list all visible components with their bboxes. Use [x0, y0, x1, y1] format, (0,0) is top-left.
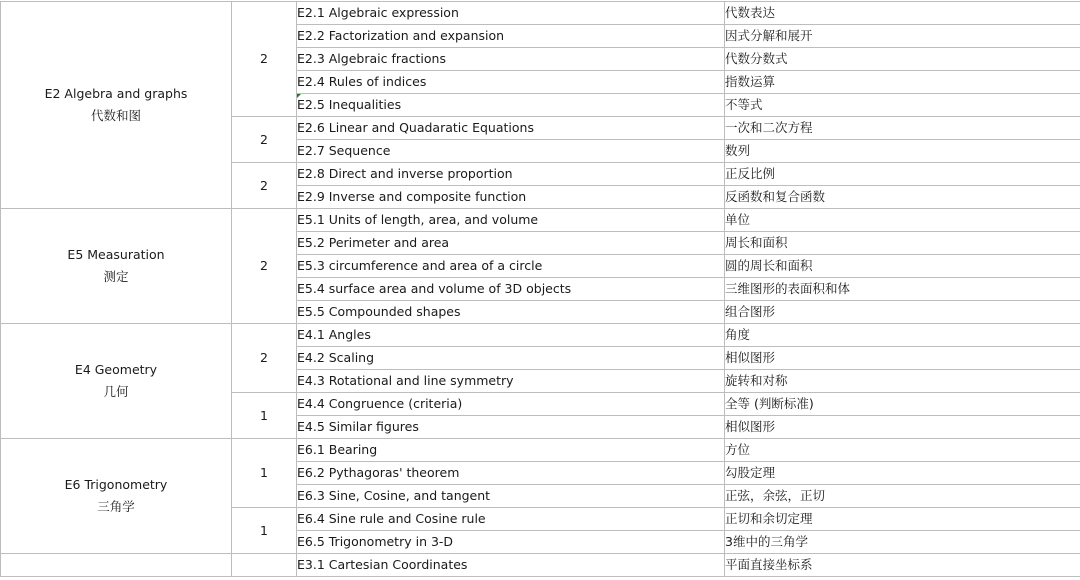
- hours-cell[interactable]: 2: [232, 163, 297, 209]
- hours-cell[interactable]: 2: [232, 209, 297, 324]
- hours-cell[interactable]: 2: [232, 324, 297, 393]
- topic-en-cell[interactable]: E2.4 Rules of indices: [297, 71, 725, 94]
- chapter-title-cn: 几何: [103, 384, 129, 399]
- topic-en-cell[interactable]: E4.4 Congruence (criteria): [297, 393, 725, 416]
- topic-cn-cell[interactable]: 因式分解和展开: [725, 25, 1080, 48]
- topic-cn-cell[interactable]: 相似图形: [725, 347, 1080, 370]
- topic-en-cell[interactable]: [297, 94, 725, 117]
- hours-cell[interactable]: 1: [232, 508, 297, 554]
- topic-en-cell[interactable]: E5.2 Perimeter and area: [297, 232, 725, 255]
- topic-en-cell[interactable]: E6.2 Pythagoras' theorem: [297, 462, 725, 485]
- chapter-title-cn: 三角学: [97, 499, 135, 514]
- topic-cn-cell[interactable]: 反函数和复合函数: [725, 186, 1080, 209]
- hours-cell[interactable]: [232, 554, 297, 577]
- topic-cn-cell[interactable]: 旋转和对称: [725, 370, 1080, 393]
- table-row: [1, 2, 1080, 25]
- chapter-title-en: E6 Trigonometry: [64, 477, 168, 492]
- topic-cn-cell[interactable]: 不等式: [725, 94, 1080, 117]
- topic-en-cell[interactable]: E4.3 Rotational and line symmetry: [297, 370, 725, 393]
- topic-cn-cell[interactable]: 一次和二次方程: [725, 117, 1080, 140]
- hours-cell[interactable]: 2: [232, 117, 297, 163]
- chapter-cell[interactable]: [1, 209, 232, 324]
- topic-en-cell[interactable]: E2.2 Factorization and expansion: [297, 25, 725, 48]
- topic-cn-cell[interactable]: 数列: [725, 140, 1080, 163]
- chapter-title-en: E5 Measuration: [67, 247, 165, 262]
- comment-indicator-icon[interactable]: [297, 94, 301, 98]
- topic-en-cell[interactable]: E6.1 Bearing: [297, 439, 725, 462]
- chapter-cell[interactable]: [1, 439, 232, 554]
- chapter-title-cn: 测定: [103, 269, 129, 284]
- topic-en-cell[interactable]: E2.8 Direct and inverse proportion: [297, 163, 725, 186]
- topic-en-cell[interactable]: E4.5 Similar figures: [297, 416, 725, 439]
- topic-cn-cell[interactable]: 组合图形: [725, 301, 1080, 324]
- chapter-title-en: E2 Algebra and graphs: [44, 86, 188, 101]
- topic-en-cell[interactable]: E6.4 Sine rule and Cosine rule: [297, 508, 725, 531]
- topic-en-cell[interactable]: E2.9 Inverse and composite function: [297, 186, 725, 209]
- topic-cn-cell[interactable]: 三维图形的表面积和体: [725, 278, 1080, 301]
- topic-cn-cell[interactable]: 周长和面积: [725, 232, 1080, 255]
- topic-en-cell[interactable]: E5.4 surface area and volume of 3D objects: [297, 278, 725, 301]
- topic-cn-cell[interactable]: 单位: [725, 209, 1080, 232]
- topic-cn-cell[interactable]: 正反比例: [725, 163, 1080, 186]
- topic-en-cell[interactable]: E5.3 circumference and area of a circle: [297, 255, 725, 278]
- hours-cell[interactable]: 2: [232, 2, 297, 117]
- topic-en-cell[interactable]: E5.1 Units of length, area, and volume: [297, 209, 725, 232]
- topic-en-cell[interactable]: E2.1 Algebraic expression: [297, 2, 725, 25]
- topic-cn-cell[interactable]: 相似图形: [725, 416, 1080, 439]
- topic-en-cell[interactable]: E2.3 Algebraic fractions: [297, 48, 725, 71]
- table-row: [1, 209, 1080, 232]
- topic-en-cell[interactable]: E4.2 Scaling: [297, 347, 725, 370]
- chapter-cell[interactable]: [1, 324, 232, 439]
- topic-cn-cell[interactable]: 方位: [725, 439, 1080, 462]
- topic-cn-cell[interactable]: 指数运算: [725, 71, 1080, 94]
- topic-cn-cell[interactable]: 正弦，余弦，正切: [725, 485, 1080, 508]
- topic-en-cell[interactable]: E2.7 Sequence: [297, 140, 725, 163]
- table-row: [1, 554, 1080, 577]
- chapter-cell[interactable]: [1, 2, 232, 209]
- topic-cn-cell[interactable]: 角度: [725, 324, 1080, 347]
- topic-cn-cell[interactable]: 代数表达: [725, 2, 1080, 25]
- topic-cn-cell[interactable]: 平面直接坐标系: [725, 554, 1080, 577]
- spreadsheet: [0, 1, 1080, 577]
- topic-en-cell[interactable]: E5.5 Compounded shapes: [297, 301, 725, 324]
- topic-en-cell[interactable]: E3.1 Cartesian Coordinates: [297, 554, 725, 577]
- topic-en-cell[interactable]: E6.3 Sine, Cosine, and tangent: [297, 485, 725, 508]
- topic-cn-cell[interactable]: 勾股定理: [725, 462, 1080, 485]
- chapter-title-cn: 代数和图: [90, 108, 141, 123]
- chapter-cell[interactable]: [1, 554, 232, 577]
- topic-en-cell[interactable]: E4.1 Angles: [297, 324, 725, 347]
- syllabus-table: [0, 1, 1080, 577]
- hours-cell[interactable]: 1: [232, 439, 297, 508]
- hours-cell[interactable]: 1: [232, 393, 297, 439]
- topic-en-text: E2.5 Inequalities: [297, 97, 402, 112]
- topic-en-cell[interactable]: E6.5 Trigonometry in 3-D: [297, 531, 725, 554]
- table-row: [1, 324, 1080, 347]
- topic-cn-cell[interactable]: 正切和余切定理: [725, 508, 1080, 531]
- topic-cn-cell[interactable]: 全等 (判断标准): [725, 393, 1080, 416]
- table-row: [1, 439, 1080, 462]
- topic-cn-cell[interactable]: 代数分数式: [725, 48, 1080, 71]
- topic-cn-cell[interactable]: 圆的周长和面积: [725, 255, 1080, 278]
- topic-en-cell[interactable]: E2.6 Linear and Quadaratic Equations: [297, 117, 725, 140]
- topic-cn-cell[interactable]: 3维中的三角学: [725, 531, 1080, 554]
- chapter-title-en: E4 Geometry: [74, 362, 158, 377]
